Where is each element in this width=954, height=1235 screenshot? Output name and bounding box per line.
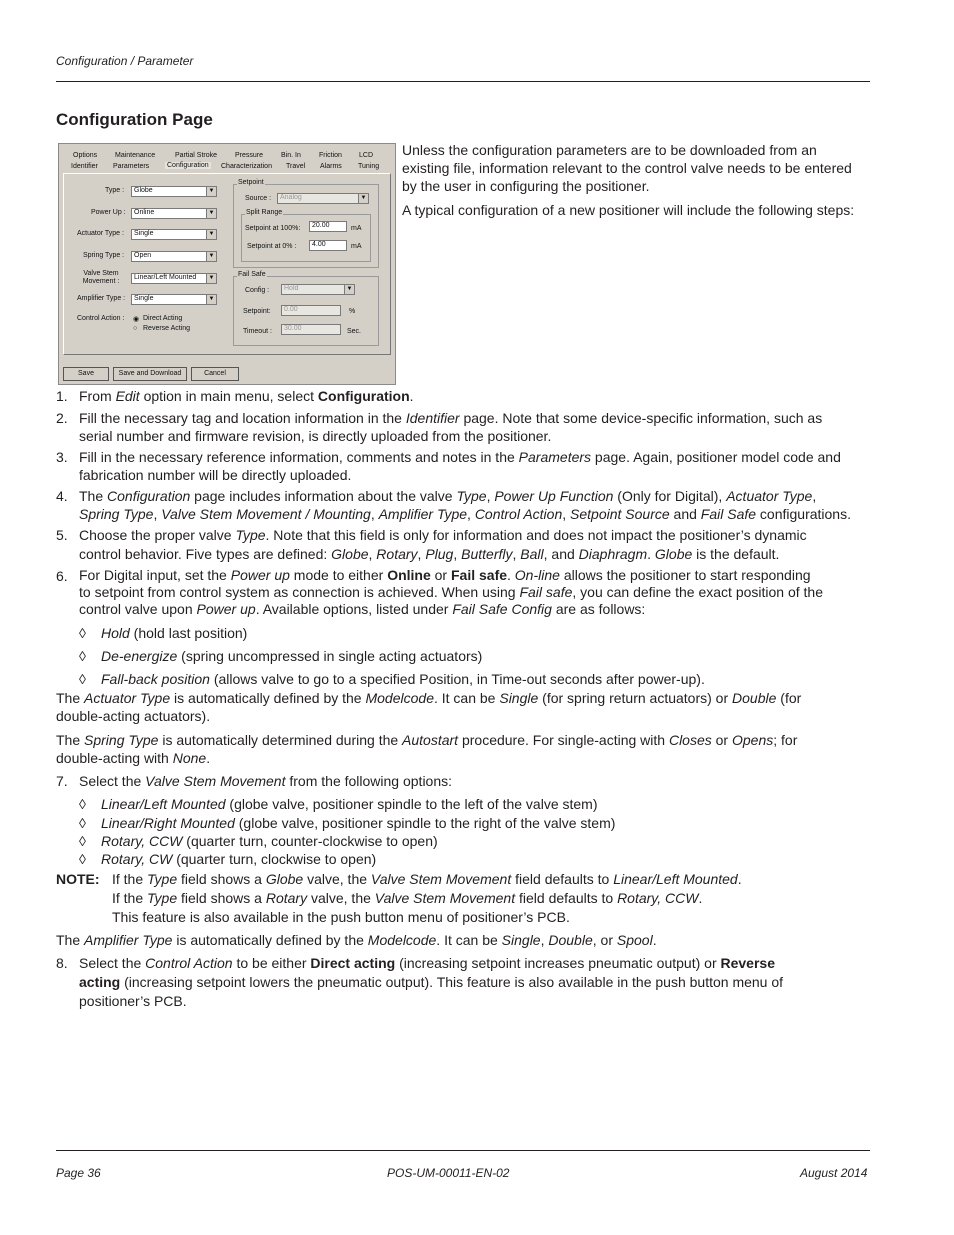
- radio-reverse-label: Reverse Acting: [143, 325, 191, 332]
- document-id: POS-UM-00011-EN-02: [387, 1166, 510, 1180]
- diamond-bullet-icon: ◊: [79, 648, 86, 664]
- split-range-group: [241, 214, 371, 262]
- step-number: 4.: [56, 488, 68, 504]
- tab-characterization: Characterization: [221, 163, 272, 170]
- step-text: From Edit option in main menu, select Configuration.: [79, 388, 414, 404]
- setpoint-0-value: 4.00: [312, 241, 326, 248]
- chevron-down-icon: ▼: [206, 209, 216, 218]
- actuator-type-value: Single: [134, 230, 154, 237]
- step-text: Select the Valve Stem Movement from the following options:: [79, 773, 453, 789]
- type-label: Type :: [105, 187, 125, 194]
- setpoint-group-label: Setpoint: [238, 179, 264, 186]
- valve-stem-movement-value: Linear/Left Mounted: [134, 274, 197, 281]
- diamond-bullet-icon: ◊: [79, 851, 86, 867]
- unit-ma-1: mA: [351, 225, 362, 232]
- step-text: Select the Control Action to be either Direct acting (increasing setpoint increases pneumatic output) or Reverse acting (increasing setpoint lowers the pneumatic output). This feature is also available in the push button menu of positioner’s PCB.: [79, 955, 784, 1009]
- tab-tuning: Tuning: [358, 163, 380, 170]
- document-date: August 2014: [800, 1166, 868, 1180]
- configuration-dialog-screenshot: [58, 143, 396, 385]
- chevron-down-icon: ▼: [344, 285, 354, 294]
- spring-type-select: [131, 251, 217, 262]
- tab-bin-in: Bin. In: [281, 152, 301, 159]
- failsafe-config-value: Hold: [284, 285, 299, 292]
- intro-paragraph-1: Unless the configuration parameters are to be downloaded from an existing file, information relevant to the control valve needs to be entered by the user in configuring the positioner.: [402, 142, 852, 194]
- split-range-label: Split Range: [246, 209, 283, 216]
- step-text: For Digital input, set the Power up mode to either Online or Fail safe. On-line allows the positioner to start responding to setpoint from control system as connection is achieved. When using Fail safe, you can define the exact position of the control valve upon Power up. Available options, listed under Fail Safe Config are as follows:: [79, 567, 823, 617]
- amplifier-type-label: Amplifier Type :: [77, 295, 126, 302]
- failsafe-setpoint-input: [281, 305, 341, 316]
- type-select: [131, 186, 217, 197]
- step-8: [56, 954, 870, 1010]
- unit-sec: Sec.: [347, 328, 362, 335]
- chevron-down-icon: ▼: [206, 274, 216, 283]
- note-label: NOTE:: [56, 871, 100, 887]
- tab-configuration: Configuration: [167, 162, 209, 169]
- section-title: Configuration Page: [56, 110, 213, 129]
- step-text: The Configuration page includes information about the valve Type, Power Up Function (Only for Digital), Actuator Type, Spring Type, Valve Stem Movement / Mounting, Amplifier Type, Control Action, Setpoint Source and Fail Safe configurations.: [79, 488, 851, 522]
- timeout-label: Timeout :: [243, 328, 272, 335]
- radio-direct-icon: ◉: [133, 316, 140, 323]
- step-number: 5.: [56, 527, 68, 543]
- failsafe-setpoint-value: 0.00: [284, 306, 298, 313]
- step-5: [56, 526, 870, 564]
- power-up-label: Power Up :: [91, 209, 126, 216]
- cancel-button: Cancel: [191, 367, 239, 381]
- actuator-type-select: [131, 229, 217, 240]
- amplifier-type-value: Single: [134, 295, 154, 302]
- tab-parameters: Parameters: [113, 163, 150, 170]
- source-label: Source :: [245, 195, 272, 202]
- chevron-down-icon: ▼: [358, 194, 368, 203]
- valve-stem-movement-label: Valve Stem Movement :: [82, 270, 120, 285]
- setpoint-100-label: Setpoint at 100%:: [245, 225, 301, 232]
- footer-rule: [56, 1150, 870, 1151]
- tab-travel: Travel: [286, 163, 306, 170]
- diamond-bullet-icon: ◊: [79, 815, 86, 831]
- timeout-input: [281, 324, 341, 335]
- unit-ma-2: mA: [351, 243, 362, 250]
- header-rule: [56, 81, 870, 82]
- setpoint-0-label: Setpoint at 0% :: [247, 243, 297, 250]
- step-6: [56, 567, 870, 621]
- radio-reverse-icon: ○: [133, 325, 138, 332]
- actuator-type-label: Actuator Type :: [77, 230, 124, 237]
- step-number: 3.: [56, 449, 68, 465]
- step-number: 1.: [56, 388, 68, 404]
- step-text: Fill the necessary tag and location information in the Identifier page. Note that some device-specific information, such as serial number and firmware revision, is directly uploaded from the positioner.: [79, 410, 823, 444]
- step-2: [56, 409, 870, 445]
- chevron-down-icon: ▼: [206, 295, 216, 304]
- step-number: 8.: [56, 955, 68, 971]
- step-number: 7.: [56, 773, 68, 789]
- tab-partial-stroke: Partial Stroke: [175, 152, 218, 159]
- diamond-bullet-icon: ◊: [79, 671, 86, 687]
- tab-alarms: Alarms: [320, 163, 342, 170]
- intro-paragraph-2: A typical configuration of a new positioner will include the following steps:: [402, 202, 855, 218]
- source-select: [277, 193, 369, 204]
- unit-percent: %: [349, 308, 356, 315]
- radio-direct-label: Direct Acting: [143, 315, 183, 322]
- step-3: [56, 448, 870, 484]
- diamond-bullet-icon: ◊: [79, 625, 86, 641]
- power-up-value: Online: [134, 209, 155, 216]
- note-line-2: If the Type field shows a Rotary valve, the Valve Stem Movement field defaults to Rotary, CCW.: [112, 890, 703, 906]
- tab-options: Options: [73, 152, 98, 159]
- spring-type-label: Spring Type :: [83, 252, 125, 259]
- save-and-download-button: Save and Download: [113, 367, 187, 381]
- tab-lcd: LCD: [359, 152, 374, 159]
- tab-friction: Friction: [319, 152, 342, 159]
- spring-type-value: Open: [134, 252, 152, 259]
- note-line-3: This feature is also available in the push button menu of positioner’s PCB.: [112, 909, 570, 925]
- note-line-1: If the Type field shows a Globe valve, the Valve Stem Movement field defaults to Linear/Left Mounted.: [112, 871, 742, 887]
- save-button: Save: [63, 367, 109, 381]
- valve-stem-movement-select: [131, 273, 217, 284]
- failsafe-config-select: [281, 284, 355, 295]
- chevron-down-icon: ▼: [206, 252, 216, 261]
- spring-type-paragraph: The Spring Type is automatically determined during the Autostart procedure. For single-acting with Closes or Opens; for double-acting with None.: [56, 732, 798, 766]
- failsafe-config-label: Config :: [245, 287, 270, 294]
- chevron-down-icon: ▼: [206, 187, 216, 196]
- tab-maintenance: Maintenance: [115, 152, 156, 159]
- tab-identifier: Identifier: [71, 163, 98, 170]
- setpoint-100-value: 20.00: [312, 222, 330, 229]
- running-header: Configuration / Parameter: [56, 54, 194, 68]
- setpoint-0-input: [309, 240, 347, 251]
- power-up-select: [131, 208, 217, 219]
- control-action-label: Control Action :: [77, 315, 125, 322]
- chevron-down-icon: ▼: [206, 230, 216, 239]
- amplifier-type-select: [131, 294, 217, 305]
- type-value: Globe: [134, 187, 153, 194]
- tab-pressure: Pressure: [235, 152, 264, 159]
- failsafe-group-label: Fail Safe: [238, 271, 266, 278]
- setpoint-100-input: [309, 221, 347, 232]
- diamond-bullet-icon: ◊: [79, 833, 86, 849]
- step-number: 2.: [56, 410, 68, 426]
- step-text: Fill in the necessary reference information, comments and notes in the Parameters page. Again, positioner model code and fabrication number will be directly uploaded.: [79, 449, 841, 483]
- actuator-type-paragraph: The Actuator Type is automatically defined by the Modelcode. It can be Single (for spring return actuators) or Double (for double-acting actuators).: [56, 690, 802, 724]
- amplifier-type-paragraph: The Amplifier Type is automatically defined by the Modelcode. It can be Single, Double, or Spool.: [56, 932, 657, 948]
- diamond-bullet-icon: ◊: [79, 796, 86, 812]
- page-number: Page 36: [56, 1166, 101, 1180]
- failsafe-setpoint-label: Setpoint:: [243, 308, 271, 315]
- timeout-value: 30.00: [284, 325, 302, 332]
- step-text: Choose the proper valve Type. Note that this field is only for information and does not impact the positioner’s dynamic control behavior. Five types are defined: Globe, Rotary, Plug, Butterfly, Ball, and Diaphragm. Globe is the default.: [79, 527, 807, 562]
- step-4: [56, 487, 870, 523]
- source-value: Analog: [280, 194, 302, 201]
- step-number: 6.: [56, 568, 68, 584]
